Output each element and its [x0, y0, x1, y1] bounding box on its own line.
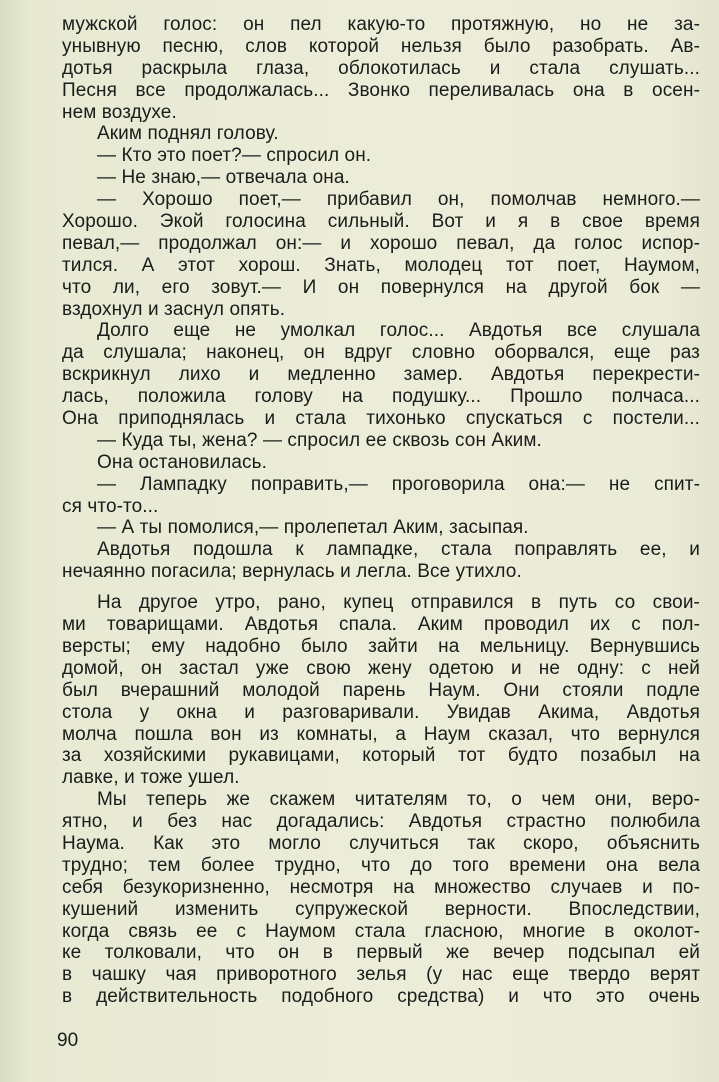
text-line: был вчерашний молодой парень Наум. Они стояли подле	[62, 679, 700, 701]
text-line: — А ты помолися,— пролепетал Аким, засыпая.	[97, 517, 529, 539]
text-line: — Куда ты, жена? — спросил ее сквозь сон Аким.	[97, 429, 542, 451]
text-line: версты; ему надобно было зайти на мельницу. Вернувшись	[62, 635, 700, 657]
text-line: мужской голос: он пел какую-то протяжную, но не за-	[62, 14, 700, 35]
text-line: нечаянно погасила; вернулась и легла. Все утихло.	[62, 561, 522, 583]
book-page-text	[62, 14, 700, 1008]
text-line: домой, он застал уже свою жену одетою и не одну: с ней	[62, 657, 700, 679]
text-line: Авдотья подошла к лампадке, стала поправлять ее, и	[97, 539, 700, 561]
text-line: стола у окна и разговаривали. Увидав Акима, Авдотья	[62, 701, 700, 723]
text-line: ке толковали, что он в первый же вечер подсыпал ей	[62, 942, 700, 964]
text-line: когда связь ее с Наумом стала гласною, многие в околот-	[62, 920, 700, 942]
text-line: лась, положила голову на подушку... Прошло полчаса...	[62, 386, 700, 408]
text-line: Наума. Как это могло случиться так скоро, объяснить	[62, 832, 700, 854]
text-line: в чашку чая приворотного зелья (у нас еще твердо верят	[62, 964, 700, 986]
text-line: — Хорошо поет,— прибавил он, помолчав немного.—	[97, 189, 700, 211]
text-line: ми товарищами. Авдотья спала. Аким проводил их с пол-	[62, 614, 700, 636]
text-line: в действительность подобного средства) и что это очень	[62, 986, 700, 1008]
text-line: себя безукоризненно, несмотря на множество случаев и по-	[62, 876, 700, 898]
text-line: тился. А этот хорош. Знать, молодец тот поет, Наумом,	[62, 254, 700, 276]
text-line: нем воздухе.	[62, 101, 177, 123]
text-line: за хозяйскими рукавицами, который тот будто позабыл на	[62, 745, 700, 767]
text-line: вскрикнул лихо и медленно замер. Авдотья перекрести-	[62, 364, 700, 386]
text-line: что ли, его зовут.— И он повернулся на другой бок —	[62, 276, 700, 298]
text-line: — Кто это поет?— спросил он.	[97, 145, 372, 167]
text-line: лавке, и тоже ушел.	[62, 767, 240, 789]
text-line: вздохнул и заснул опять.	[62, 298, 286, 320]
text-line: кушений изменить супружеской верности. Впоследствии,	[62, 898, 700, 920]
text-line: — Не знаю,— отвечала она.	[97, 167, 350, 189]
text-line: да слушала; наконец, он вдруг словно оборвался, еще раз	[62, 342, 700, 364]
text-line: Песня все продолжалась... Звонко переливалась она в осен-	[62, 79, 700, 101]
text-line: Аким поднял голову.	[97, 123, 279, 145]
text-line: Она приподнялась и стала тихонько спускаться с постели...	[62, 408, 700, 430]
page-number: 90	[57, 1030, 79, 1051]
text-line: певал,— продолжал он:— и хорошо певал, да голос испор-	[62, 232, 700, 254]
text-line: унывную песню, слов которой нельзя было разобрать. Ав-	[62, 35, 700, 57]
text-line: Долго еще не умолкал голос... Авдотья все слушала	[97, 320, 700, 342]
text-line: — Лампадку поправить,— проговорила она:— не спит-	[97, 473, 700, 495]
text-line: Хорошо. Экой голосина сильный. Вот и я в свое время	[62, 211, 700, 233]
text-line: Она остановилась.	[97, 451, 268, 473]
text-line: ятно, и без нас догадались: Авдотья страстно полюбила	[62, 811, 700, 833]
text-line: Мы теперь же скажем читателям то, о чем они, веро-	[97, 789, 700, 811]
text-line: ся что-то...	[62, 495, 159, 517]
text-line: молча пошла вон из комнаты, а Наум сказал, что вернулся	[62, 723, 700, 745]
section-gap	[62, 583, 700, 592]
text-line: трудно; тем более трудно, что до того времени она вела	[62, 854, 700, 876]
text-line: дотья раскрыла глаза, облокотилась и стала слушать...	[62, 57, 700, 79]
text-line: На другое утро, рано, купец отправился в путь со свои-	[97, 592, 700, 614]
